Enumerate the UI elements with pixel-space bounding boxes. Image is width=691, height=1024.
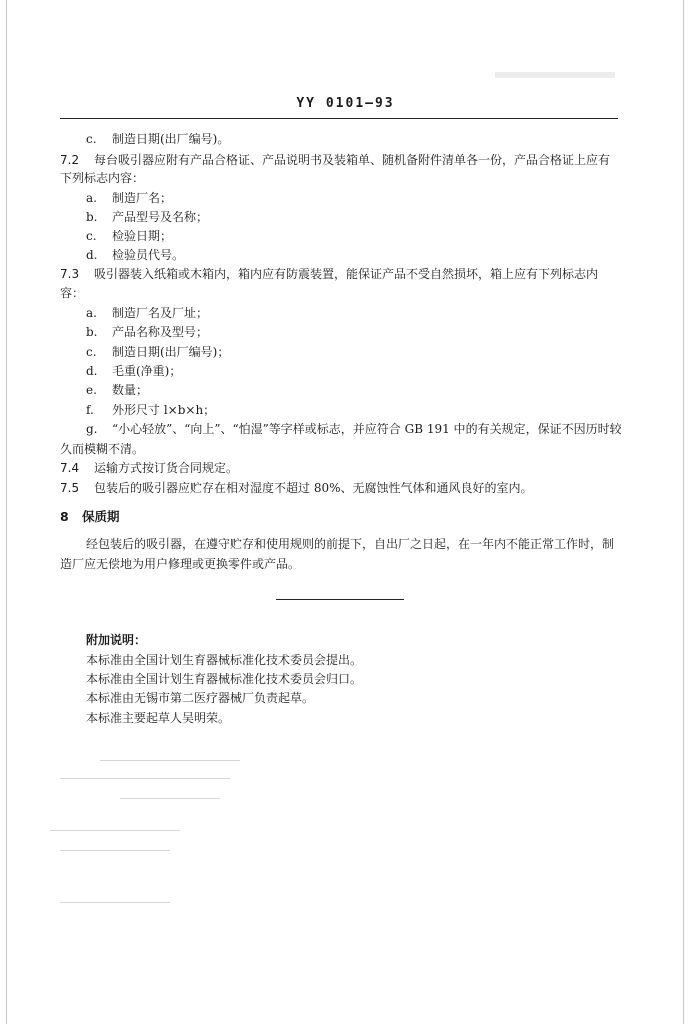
item-text: 数量； [112, 383, 149, 397]
item-text: 检验员代号。 [112, 248, 185, 262]
item-key: d. [86, 364, 98, 378]
item-key: d. [86, 248, 98, 262]
header-rule [60, 118, 618, 119]
scan-noise [60, 850, 170, 851]
item-key: g. [86, 422, 98, 436]
item-text: “小心轻放”、“向上”、“怕湿”等字样或标志，并应符合 GB 191 中的有关规定，保证不因历时较 [112, 422, 622, 436]
clause-text-cont: 下列标志内容： [60, 171, 145, 185]
list-item-7-3-d [86, 363, 181, 379]
clause-number: 7.5 [60, 481, 80, 495]
clause-7-4 [60, 460, 238, 476]
scan-edge-right [683, 0, 684, 1024]
item-key: e. [86, 383, 97, 397]
note-line-1: 本标准由全国计划生育器械标准化技术委员会提出。 [86, 653, 363, 667]
scan-smudge [495, 72, 615, 78]
clause-7-2 [60, 152, 610, 168]
paragraph-text: 经包装后的吸引器，在遵守贮存和使用规则的前提下，自出厂之日起，在一年内不能正常工作时，制 [86, 537, 615, 551]
clause-7-3 [60, 266, 598, 282]
clause-7-2-cont [60, 170, 144, 186]
item-text: 制造日期(出厂编号)。 [112, 132, 230, 146]
page-header-code: YY 0101—93 [296, 96, 395, 111]
clause-7-3-cont [60, 285, 84, 301]
scan-noise [120, 798, 220, 799]
item-key: a. [86, 191, 97, 205]
item-key: c. [86, 345, 97, 359]
list-item-7-2-a [86, 190, 172, 206]
section-number: 8 [60, 509, 69, 524]
section-8-paragraph [86, 536, 614, 552]
clause-text: 包装后的吸引器应贮存在相对湿度不超过 80%、无腐蚀性气体和通风良好的室内。 [94, 481, 533, 495]
item-key: b. [86, 210, 98, 224]
end-rule [276, 599, 404, 600]
item-text: 检验日期； [112, 229, 173, 243]
item-text: 外形尺寸 l×b×h； [112, 403, 216, 417]
item-key: a. [86, 306, 97, 320]
list-item-7-3-f [86, 402, 215, 418]
item-text: 产品型号及名称； [112, 210, 209, 224]
list-item-7-2-d [86, 247, 184, 263]
list-item-7-2-c [86, 228, 172, 244]
note-line-4: 本标准主要起草人吴明荣。 [86, 711, 231, 725]
list-item-7-3-e [86, 382, 148, 398]
section-8-paragraph-cont [60, 556, 300, 572]
scan-noise [50, 830, 180, 831]
clause-text: 吸引器装入纸箱或木箱内，箱内应有防震装置，能保证产品不受自然损坏，箱上应有下列标志内 [94, 267, 599, 281]
scan-noise [60, 902, 170, 903]
scan-noise [100, 760, 240, 761]
list-item-7-2-b [86, 209, 208, 225]
notes-title: 附加说明： [86, 633, 147, 647]
clause-text: 运输方式按订货合同规定。 [94, 461, 239, 475]
clause-number: 7.2 [60, 153, 80, 167]
clause-text: 每台吸引器应附有产品合格证、产品说明书及装箱单、随机备附件清单各一份，产品合格证上应有 [94, 153, 611, 167]
item-key: c. [86, 132, 97, 146]
list-item-7-3-a [86, 305, 208, 321]
note-line-3: 本标准由无锡市第二医疗器械厂负责起草。 [86, 691, 315, 705]
scan-noise [60, 778, 230, 779]
clause-number: 7.4 [60, 461, 80, 475]
item-key: c. [86, 229, 97, 243]
list-item-7-1-c [86, 131, 229, 147]
item-text: 产品名称及型号； [112, 325, 209, 339]
item-text: 毛重(净重)； [112, 364, 182, 378]
section-title: 保质期 [82, 509, 120, 524]
item-text-cont: 久而模糊不清。 [60, 442, 145, 456]
item-key: f. [86, 403, 94, 417]
paragraph-text-cont: 造厂应无偿地为用户修理或更换零件或产品。 [60, 557, 301, 571]
item-text: 制造厂名及厂址； [112, 306, 209, 320]
list-item-7-3-c [86, 344, 229, 360]
item-key: b. [86, 325, 98, 339]
list-item-7-3-g-cont [60, 441, 144, 457]
clause-text-cont: 容： [60, 286, 85, 300]
list-item-7-3-g [86, 421, 622, 437]
section-8-heading [60, 509, 120, 525]
note-line-2: 本标准由全国计划生育器械标准化技术委员会归口。 [86, 672, 363, 686]
item-text: 制造日期(出厂编号)； [112, 345, 230, 359]
clause-7-5 [60, 480, 533, 496]
scan-edge-left [6, 0, 7, 1024]
list-item-7-3-b [86, 324, 208, 340]
clause-number: 7.3 [60, 267, 80, 281]
item-text: 制造厂名； [112, 191, 173, 205]
